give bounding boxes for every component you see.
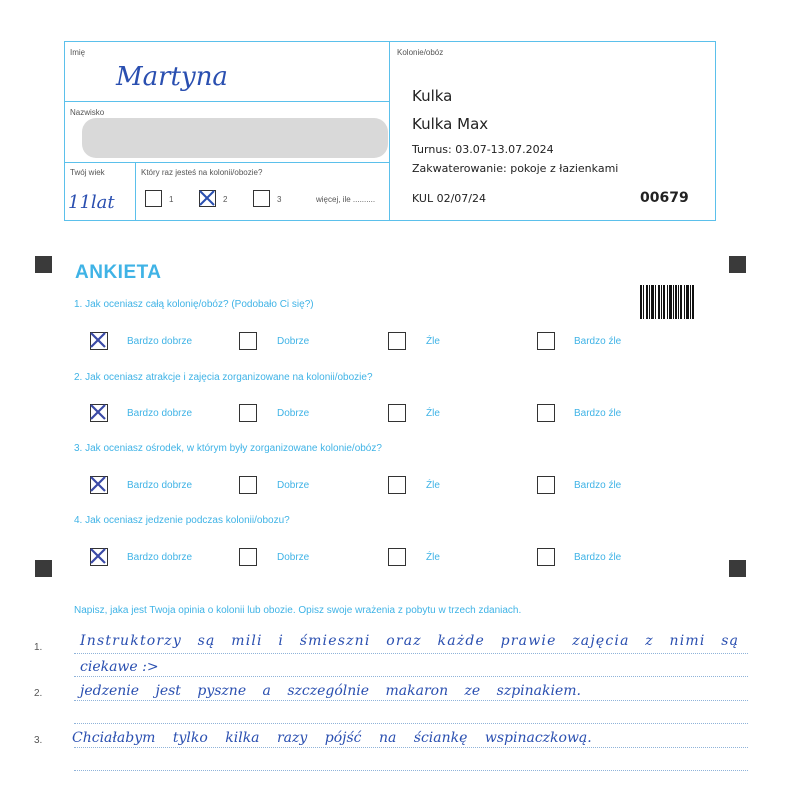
q2-option-dobrze: Dobrze xyxy=(277,408,310,419)
check-x-icon xyxy=(88,330,108,350)
imie-label: Imię xyxy=(70,48,86,57)
q1-bardzo-zle-checkbox[interactable] xyxy=(537,332,555,350)
check-x-icon xyxy=(88,474,108,494)
q4-option-bardzo-zle: Bardzo źle xyxy=(574,552,622,563)
registration-mark xyxy=(35,560,52,577)
registration-mark xyxy=(729,560,746,577)
check-x-icon xyxy=(88,546,108,566)
q3-dobrze-checkbox[interactable] xyxy=(239,476,257,494)
wiek-label: Twój wiek xyxy=(70,168,105,177)
camp-name-2: Kulka Max xyxy=(412,115,489,133)
turnus: Turnus: 03.07-13.07.2024 xyxy=(412,143,554,156)
form-number: 00679 xyxy=(640,190,689,206)
q3-option-bardzo-zle: Bardzo źle xyxy=(574,480,622,491)
q1-zle-checkbox[interactable] xyxy=(388,332,406,350)
line-number-2: 2. xyxy=(34,688,43,699)
times-option-1-label: 1 xyxy=(169,195,174,204)
times-option-3-checkbox[interactable] xyxy=(253,190,270,207)
writing-line xyxy=(74,653,748,654)
q1-dobrze-checkbox[interactable] xyxy=(239,332,257,350)
q3-option-bardzo-dobrze: Bardzo dobrze xyxy=(127,480,193,491)
q4-dobrze-checkbox[interactable] xyxy=(239,548,257,566)
ktory-raz-label: Który raz jesteś na kolonii/obozie? xyxy=(141,168,263,177)
nazwisko-label: Nazwisko xyxy=(70,108,105,117)
q3-bardzo-dobrze-checkbox[interactable] xyxy=(90,476,108,494)
check-x-icon xyxy=(88,402,108,422)
q3-zle-checkbox[interactable] xyxy=(388,476,406,494)
q1-option-dobrze: Dobrze xyxy=(277,336,310,347)
q2-bardzo-dobrze-checkbox[interactable] xyxy=(90,404,108,422)
writing-line xyxy=(74,770,748,771)
writing-line xyxy=(74,676,748,677)
question-3: 3. Jak oceniasz ośrodek, w którym były zorganizowane kolonie/obóz? xyxy=(74,443,382,454)
q4-bardzo-zle-checkbox[interactable] xyxy=(537,548,555,566)
q3-bardzo-zle-checkbox[interactable] xyxy=(537,476,555,494)
times-option-3-label: 3 xyxy=(277,195,282,204)
survey-title: ANKIETA xyxy=(75,262,162,283)
q3-option-zle: Źle xyxy=(426,480,440,491)
times-option-2-label: 2 xyxy=(223,195,228,204)
row-line-1 xyxy=(64,101,390,102)
q2-zle-checkbox[interactable] xyxy=(388,404,406,422)
line-number-1: 1. xyxy=(34,642,43,653)
q2-option-zle: Źle xyxy=(426,408,440,419)
age-value: 11lat xyxy=(68,192,115,213)
code: KUL 02/07/24 xyxy=(412,192,486,205)
line-number-3: 3. xyxy=(34,735,43,746)
check-x-icon xyxy=(197,188,217,208)
q1-option-zle: Źle xyxy=(426,336,440,347)
opinion-prompt: Napisz, jaka jest Twoja opinia o kolonii lub obozie. Opisz swoje wrażenia z pobytu w trzech zdaniach. xyxy=(74,605,522,616)
q3-option-dobrze: Dobrze xyxy=(277,480,310,491)
age-divider xyxy=(135,162,136,221)
q1-option-bardzo-dobrze: Bardzo dobrze xyxy=(127,336,193,347)
opinion-line-2: jedzenie jest pyszne a szczególnie makaron ze szpinakiem. xyxy=(80,683,581,699)
question-4: 4. Jak oceniasz jedzenie podczas kolonii/obozu? xyxy=(74,515,290,526)
opinion-line-1-continued: ciekawe :> xyxy=(80,659,159,675)
barcode-icon xyxy=(640,285,695,319)
q1-option-bardzo-zle: Bardzo źle xyxy=(574,336,622,347)
q1-bardzo-dobrze-checkbox[interactable] xyxy=(90,332,108,350)
q4-bardzo-dobrze-checkbox[interactable] xyxy=(90,548,108,566)
writing-line xyxy=(74,723,748,724)
header-divider xyxy=(389,41,390,221)
writing-line xyxy=(74,747,748,748)
q2-option-bardzo-dobrze: Bardzo dobrze xyxy=(127,408,193,419)
kolonie-label: Kolonie/obóz xyxy=(397,48,444,57)
writing-line xyxy=(74,700,748,701)
row-line-2 xyxy=(64,162,390,163)
q4-zle-checkbox[interactable] xyxy=(388,548,406,566)
first-name: Martyna xyxy=(116,62,228,92)
q4-option-bardzo-dobrze: Bardzo dobrze xyxy=(127,552,193,563)
q4-option-zle: Źle xyxy=(426,552,440,563)
q2-dobrze-checkbox[interactable] xyxy=(239,404,257,422)
camp-name: Kulka xyxy=(412,87,453,105)
q2-bardzo-zle-checkbox[interactable] xyxy=(537,404,555,422)
zakwaterowanie: Zakwaterowanie: pokoje z łazienkami xyxy=(412,162,619,175)
q2-option-bardzo-zle: Bardzo źle xyxy=(574,408,622,419)
question-2: 2. Jak oceniasz atrakcje i zajęcia zorganizowane na kolonii/obozie? xyxy=(74,372,373,383)
opinion-line-1: Instruktorzy są mili i śmieszni oraz każde prawie zajęcia z nimi są xyxy=(80,633,740,649)
wiecej-label: więcej, ile .......... xyxy=(316,195,376,204)
redacted-surname xyxy=(82,118,388,158)
times-option-1-checkbox[interactable] xyxy=(145,190,162,207)
q4-option-dobrze: Dobrze xyxy=(277,552,310,563)
opinion-line-3: Chciałabym tylko kilka razy pójść na ściankę wspinaczkową. xyxy=(72,730,592,746)
question-1: 1. Jak oceniasz całą kolonię/obóz? (Podobało Ci się?) xyxy=(74,299,314,310)
times-option-2-checkbox[interactable] xyxy=(199,190,216,207)
registration-mark xyxy=(729,256,746,273)
registration-mark xyxy=(35,256,52,273)
